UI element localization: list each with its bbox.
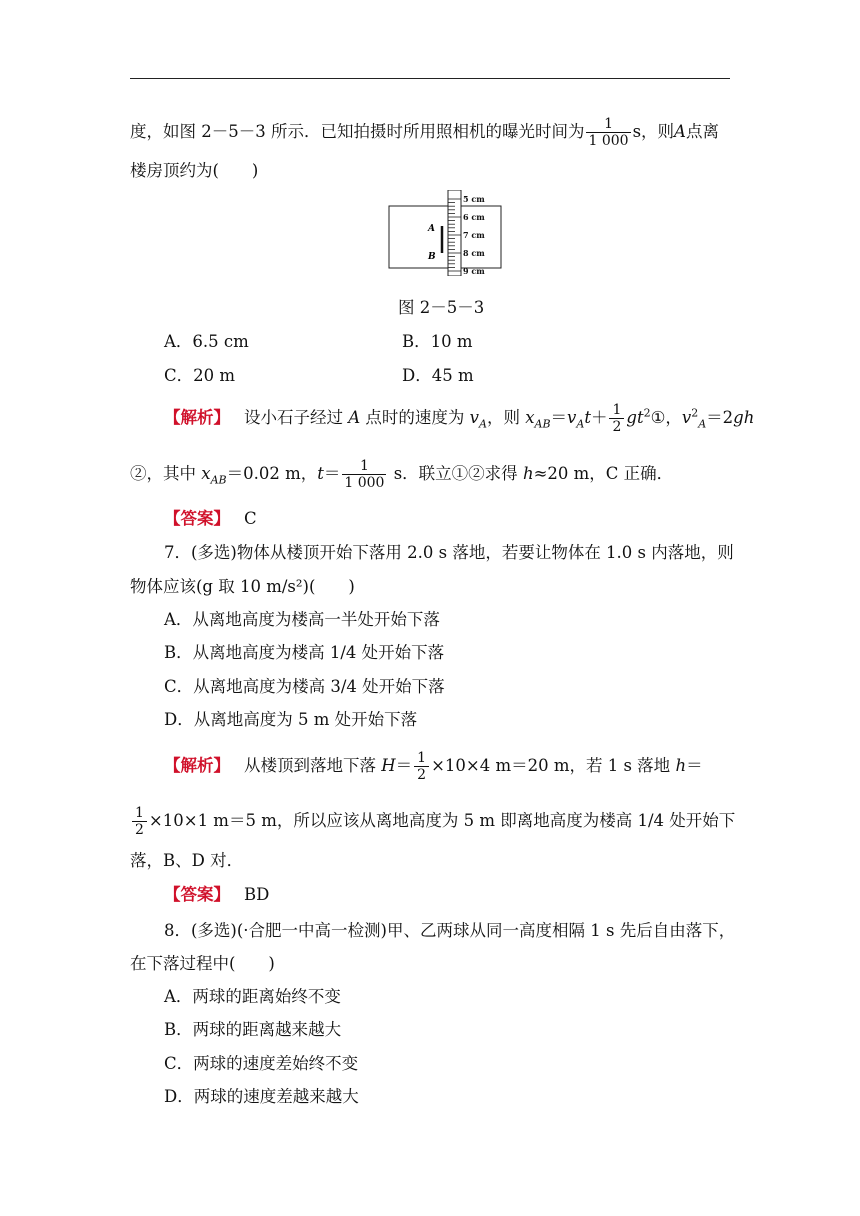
ruler-label-8: 8 cm [463, 248, 485, 258]
point-b-label: B [428, 252, 436, 262]
q6-analysis-line1: 【解析】 设小石子经过 A 点时的速度为 $v_A$，则 $x_{AB}=v_At+$ $\frac{1}{2}$ $gt^2①$，$v^2_A=2gh$ [164, 402, 755, 435]
q6-option-a: A．6.5 cm [164, 332, 249, 351]
figure-caption: 图 2－5－3 [398, 298, 485, 317]
q6-option-d: D．45 m [402, 366, 474, 385]
q8-option-a: A．两球的距离始终不变 [164, 987, 341, 1006]
q8-option-c: C．两球的速度差始终不变 [164, 1054, 359, 1073]
point-a-label: A [428, 224, 435, 234]
q8-stem-line2: 在下落过程中( ) [130, 954, 275, 973]
ruler-label-5: 5 cm [463, 194, 485, 204]
q7-option-d: D．从离地高度为 5 m 处开始下落 [164, 710, 418, 729]
q6-option-c: C．20 m [164, 366, 236, 385]
q7-analysis-line1: 【解析】 从楼顶到落地下落 H＝ $\frac{1}{2}$ ×10×4 m＝20 m，若 1 s 落地 h＝ [164, 750, 703, 783]
q7-analysis-line2: $\frac{1}{2}$ ×10×1 m＝5 m，所以应该从离地高度为 5 m 即离地高度为楼高 1/4 处开始下 [130, 805, 735, 838]
q6-answer: 【答案】 C [164, 509, 257, 528]
q7-analysis-line3: 落，B、D 对． [130, 851, 244, 870]
q7-stem-line1: 7．(多选)物体从楼顶开始下落用 2.0 s 落地，若要让物体在 1.0 s 内落地，则 [164, 543, 734, 562]
q7-option-b: B．从离地高度为楼高 1/4 处开始下落 [164, 643, 445, 662]
q7-stem-line2: 物体应该(g 取 10 m/s²)( ) [130, 577, 355, 596]
answer-tag: 【答案】 [164, 885, 230, 904]
q8-option-b: B．两球的距离越来越大 [164, 1020, 342, 1039]
q6-option-b: B．10 m [402, 332, 473, 351]
q6-analysis-line2: ②，其中 $x_{AB}=0.02$ m，t＝ $\frac{1}{1 000}$ s．联立①②求得 h≈20 m，C 正确． [130, 458, 674, 491]
ruler-label-9: 9 cm [463, 266, 485, 276]
ruler-label-7: 7 cm [463, 230, 485, 240]
q8-stem-line1: 8．(多选)(·合肥一中高一检测)甲、乙两球从同一高度相隔 1 s 先后自由落下， [164, 921, 736, 940]
q7-answer: 【答案】 BD [164, 885, 270, 904]
analysis-tag: 【解析】 [164, 408, 230, 427]
answer-tag: 【答案】 [164, 509, 230, 528]
analysis-tag: 【解析】 [164, 756, 230, 775]
ruler-label-6: 6 cm [463, 212, 485, 222]
fraction: $\frac{1}{1 000}$ [588, 116, 629, 149]
q6-stem-line2: 楼房顶约为( ) [130, 161, 259, 180]
header-rule [130, 78, 730, 79]
q8-option-d: D．两球的速度差越来越大 [164, 1087, 359, 1106]
ruler-figure [388, 190, 502, 276]
q7-option-a: A．从离地高度为楼高一半处开始下落 [164, 610, 440, 629]
q7-option-c: C．从离地高度为楼高 3/4 处开始下落 [164, 677, 445, 696]
q6-stem-line1: 度，如图 2－5－3 所示．已知拍摄时所用照相机的曝光时间为 $\frac{1}{1 000}$ s，则A点离 [130, 116, 719, 149]
